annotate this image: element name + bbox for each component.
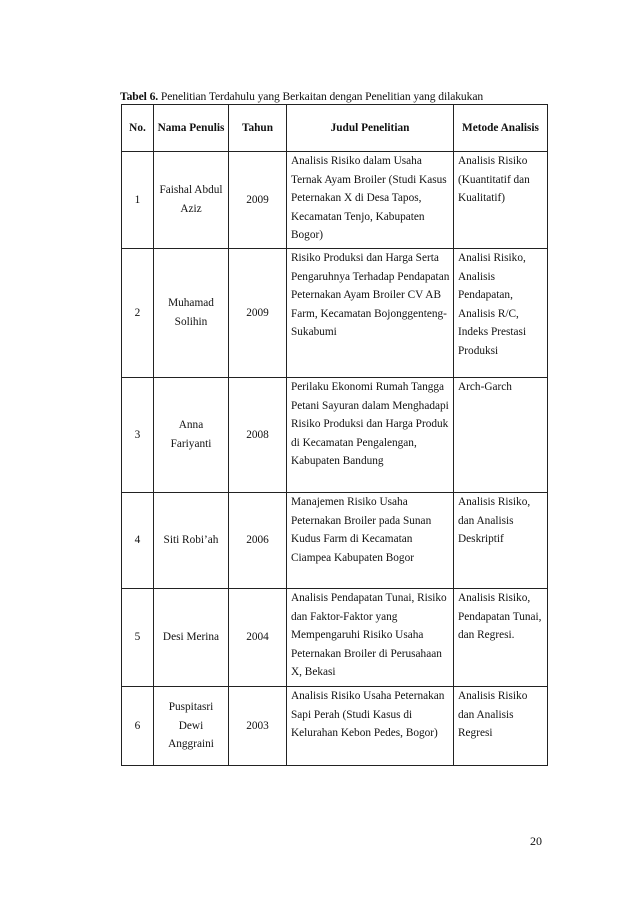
cell-nama: Siti Robi’ah: [154, 493, 229, 589]
table-row: [122, 152, 548, 249]
cell-judul: Analisis Risiko Usaha Peternakan Sapi Perah (Studi Kasus di Kelurahan Kebon Pedes, Bogor): [287, 687, 454, 766]
cell-tahun: 2009: [229, 152, 287, 249]
cell-metode: Analisis Risiko dan Analisis Regresi: [454, 687, 548, 766]
cell-nama: Desi Merina: [154, 589, 229, 687]
cell-metode: Analisi Risiko, Analisis Pendapatan, Analisis R/C, Indeks Prestasi Produksi: [454, 249, 548, 378]
cell-tahun: 2009: [229, 249, 287, 378]
cell-tahun: 2008: [229, 378, 287, 493]
cell-metode: Analisis Risiko, Pendapatan Tunai, dan Regresi.: [454, 589, 548, 687]
page-number: 20: [530, 834, 542, 848]
table-caption-text: Penelitian Terdahulu yang Berkaitan dengan Penelitian yang dilakukan: [160, 90, 484, 103]
cell-tahun: 2004: [229, 589, 287, 687]
cell-no: 5: [122, 589, 154, 687]
cell-nama: Muhamad Solihin: [154, 249, 229, 378]
cell-no: 4: [122, 493, 154, 589]
research-table: [121, 104, 548, 766]
cell-judul: Perilaku Ekonomi Rumah Tangga Petani Sayuran dalam Menghadapi Risiko Produksi dan Harga Produk di Kecamatan Pengalengan, Kabupaten Bandung: [287, 378, 454, 493]
cell-nama: Anna Fariyanti: [154, 378, 229, 493]
cell-metode: Arch-Garch: [454, 378, 548, 493]
header-no: No.: [122, 105, 154, 152]
table-caption-label: Tabel 6.: [120, 90, 159, 103]
cell-no: 3: [122, 378, 154, 493]
table-header-row: [122, 105, 548, 152]
table-row: [122, 493, 548, 589]
cell-metode: Analisis Risiko (Kuantitatif dan Kualitatif): [454, 152, 548, 249]
table-caption: [120, 90, 483, 103]
cell-metode: Analisis Risiko, dan Analisis Deskriptif: [454, 493, 548, 589]
cell-judul: Risiko Produksi dan Harga Serta Pengaruhnya Terhadap Pendapatan Peternakan Ayam Broiler CV AB Farm, Kecamatan Bojonggenteng-Sukabumi: [287, 249, 454, 378]
header-metode-analisis: Metode Analisis: [454, 105, 548, 152]
cell-tahun: 2003: [229, 687, 287, 766]
table-row: [122, 687, 548, 766]
cell-nama: Faishal Abdul Aziz: [154, 152, 229, 249]
header-judul-penelitian: Judul Penelitian: [287, 105, 454, 152]
cell-tahun: 2006: [229, 493, 287, 589]
header-tahun: Tahun: [229, 105, 287, 152]
cell-no: 2: [122, 249, 154, 378]
table-row: [122, 249, 548, 378]
cell-no: 1: [122, 152, 154, 249]
cell-no: 6: [122, 687, 154, 766]
cell-nama: Puspitasri Dewi Anggraini: [154, 687, 229, 766]
table-row: [122, 589, 548, 687]
cell-judul: Analisis Pendapatan Tunai, Risiko dan Faktor-Faktor yang Mempengaruhi Risiko Usaha Peternakan Broiler di Perusahaan X, Bekasi: [287, 589, 454, 687]
cell-judul: Manajemen Risiko Usaha Peternakan Broiler pada Sunan Kudus Farm di Kecamatan Ciampea Kabupaten Bogor: [287, 493, 454, 589]
header-nama-penulis: Nama Penulis: [154, 105, 229, 152]
cell-judul: Analisis Risiko dalam Usaha Ternak Ayam Broiler (Studi Kasus Peternakan X di Desa Tapos, Kecamatan Tenjo, Kabupaten Bogor): [287, 152, 454, 249]
table-row: [122, 378, 548, 493]
